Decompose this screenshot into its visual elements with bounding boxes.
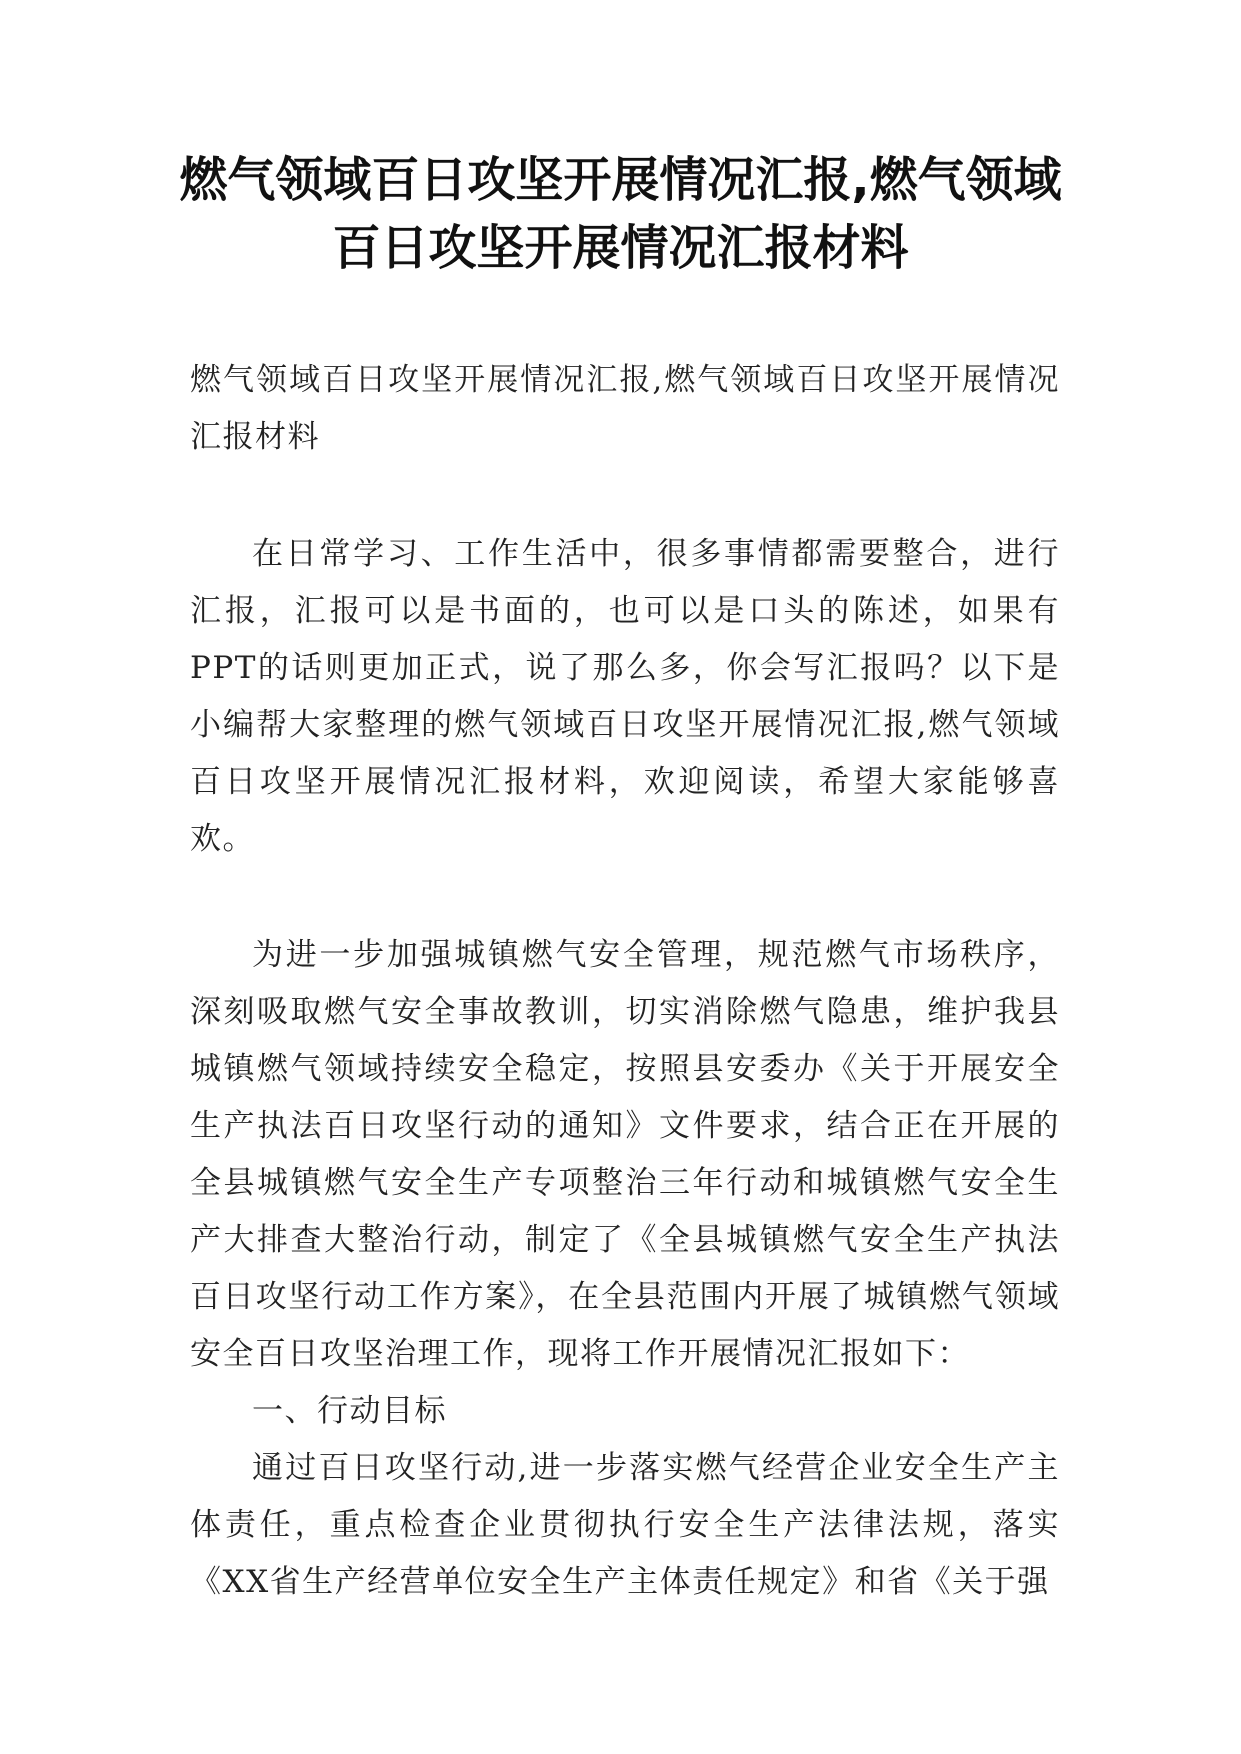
document-title	[150, 146, 1091, 282]
document-body	[190, 352, 1060, 1611]
document-title-line-1: 燃气领域百日攻坚开展情况汇报,燃气领域	[179, 152, 1062, 208]
background-paragraph: 为进一步加强城镇燃气安全管理，规范燃气市场秩序，深刻吸取燃气安全事故教训，切实消除燃气隐患，维护我县城镇燃气领域持续安全稳定，按照县安委办《关于开展安全生产执法百日攻坚行动的通知》文件要求，结合正在开展的全县城镇燃气安全生产专项整治三年行动和城镇燃气安全生产大排查大整治行动，制定了《全县城镇燃气安全生产执法百日攻坚行动工作方案》，在全县范围内开展了城镇燃气领域安全百日攻坚治理工作，现将工作开展情况汇报如下：	[190, 937, 1060, 1372]
section-heading-action-goals: 一、行动目标	[252, 1393, 447, 1429]
document-title-line-2: 百日攻坚开展情况汇报材料	[332, 220, 909, 276]
document-subtitle: 燃气领域百日攻坚开展情况汇报,燃气领域百日攻坚开展情况汇报材料	[190, 362, 1060, 455]
intro-paragraph: 在日常学习、工作生活中，很多事情都需要整合，进行汇报，汇报可以是书面的，也可以是口头的陈述，如果有PPT的话则更加正式，说了那么多，你会写汇报吗？以下是小编帮大家整理的燃气领域百日攻坚开展情况汇报,燃气领域百日攻坚开展情况汇报材料，欢迎阅读，希望大家能够喜欢。	[190, 536, 1060, 857]
action-goals-paragraph: 通过百日攻坚行动,进一步落实燃气经营企业安全生产主体责任，重点检查企业贯彻执行安全生产法律法规，落实《XX省生产经营单位安全生产主体责任规定》和省《关于强	[190, 1450, 1060, 1600]
